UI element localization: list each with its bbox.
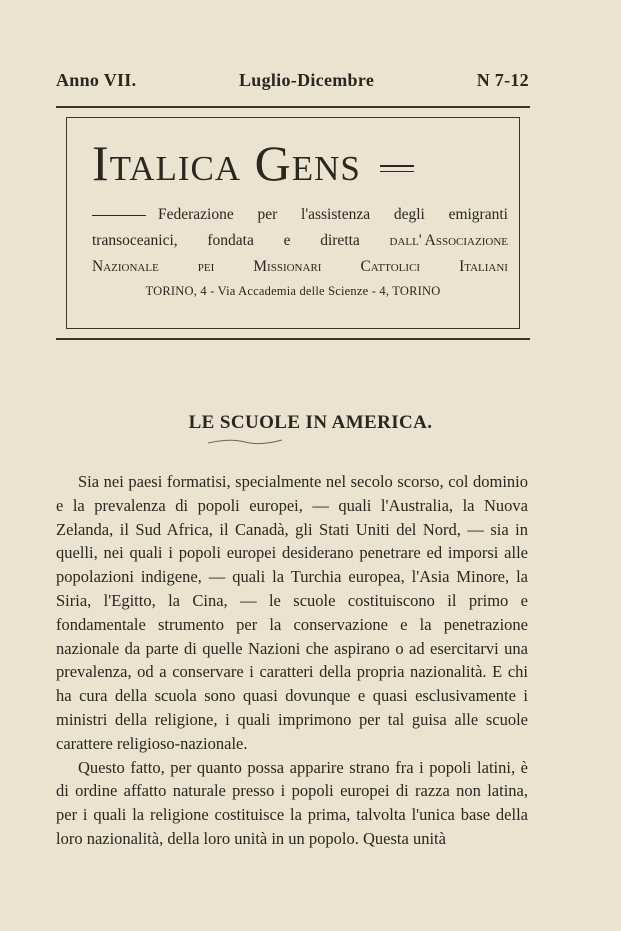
masthead-address: TORINO, 4 - Via Accademia delle Scienze - 4, TORINO [145,284,441,298]
volume-label: Anno VII. [56,70,137,90]
masthead [56,106,530,340]
running-header [56,70,529,91]
description-line: transoceanici, fondata e diretta dall' Associazione [92,232,508,249]
paragraph: Questo fatto, per quanto possa apparire strano fra i popoli latini, è di ordine affatto naturale presso i popoli europei di razza non latina, per i quali la religione costituisce la prima, talvolta l'unica base della loro nazionalità, della loro unità in un popolo. Questa unità [56,757,528,848]
title-double-rule [380,161,414,176]
article-title: LE SCUOLE IN AMERICA. [188,412,433,433]
masthead-description [92,202,508,280]
paragraph: Sia nei paesi formatisi, specialmente nel secolo scorso, col dominio e la prevalenza di popoli europei, — quali l'Australia, la Nuova Zelanda, il Sud Africa, il Canadà, gli Stati Uniti del Nord, — sia in quelli, nei quali i popoli europei desiderano penetrare ed imporsi alle popolazioni indigene, — quali la Turchia europea, l'Asia Minore, la Siria, l'Egitto, la Cina, — le scuole costituiscono il primo e fondamentale strumento per la conservazione e la penetrazione nazionale da parte di quelle Nazioni che aspirano o ad esercitarvi una prevalenza, od a conservare i caratteri della propria nazionalità. E chi ha cura della scuola sono quasi dovunque e quasi esclusivamente i ministri della religione, i quali imprimono per tal guisa alle scuole carattere religioso-nazionale. [56,472,528,753]
description-line: Federazione per l'assistenza degli emigranti [92,202,508,228]
period-label: Luglio-Dicembre [238,70,375,90]
description-line: Nazionale pei Missionari Cattolici Italiani [92,258,508,275]
journal-title [92,134,414,192]
lead-rule [92,215,146,216]
article-body [56,470,528,851]
journal-title-text: Italica Gens [92,135,361,191]
title-ornament [200,437,290,447]
issue-number: N 7-12 [476,70,529,90]
